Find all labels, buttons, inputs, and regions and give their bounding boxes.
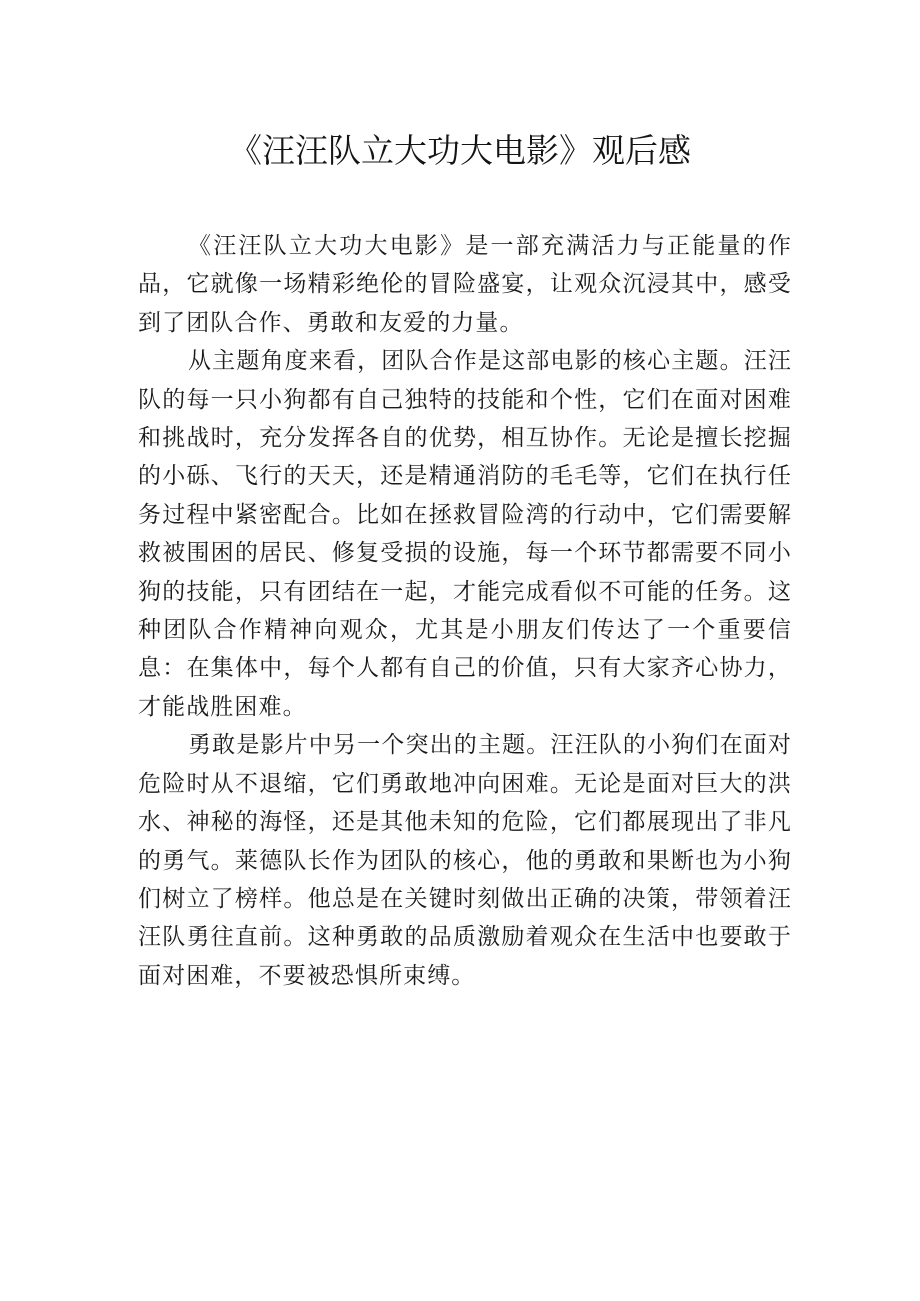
paragraph-bravery: 勇敢是影片中另一个突出的主题。汪汪队的小狗们在面对危险时从不退缩，它们勇敢地冲向困难。无论是面对巨大的洪水、神秘的海怪，还是其他未知的危险，它们都展现出了非凡的勇气。莱德队长作为团队的核心，他的勇敢和果断也为小狗们树立了榜样。他总是在关键时刻做出正确的决策，带领着汪汪队勇往直前。这种勇敢的品质激励着观众在生活中也要敢于面对困难，不要被恐惧所束缚。	[138, 732, 792, 989]
document-title: 《汪汪队立大功大电影》观后感	[229, 131, 691, 170]
paragraph-intro: 《汪汪队立大功大电影》是一部充满活力与正能量的作品，它就像一场精彩绝伦的冒险盛宴，让观众沉浸其中，感受到了团队合作、勇敢和友爱的力量。	[138, 233, 792, 336]
paragraph-teamwork: 从主题角度来看，团队合作是这部电影的核心主题。汪汪队的每一只小狗都有自己独特的技能和个性，它们在面对困难和挑战时，充分发挥各自的优势，相互协作。无论是擅长挖掘的小砾、飞行的天天，还是精通消防的毛毛等，它们在执行任务过程中紧密配合。比如在拯救冒险湾的行动中，它们需要解救被围困的居民、修复受损的设施，每一个环节都需要不同小狗的技能，只有团结在一起，才能完成看似不可能的任务。这种团队合作精神向观众，尤其是小朋友们传达了一个重要信息：在集体中，每个人都有自己的价值，只有大家齐心协力，才能战胜困难。	[138, 348, 792, 720]
document-body	[138, 227, 792, 995]
